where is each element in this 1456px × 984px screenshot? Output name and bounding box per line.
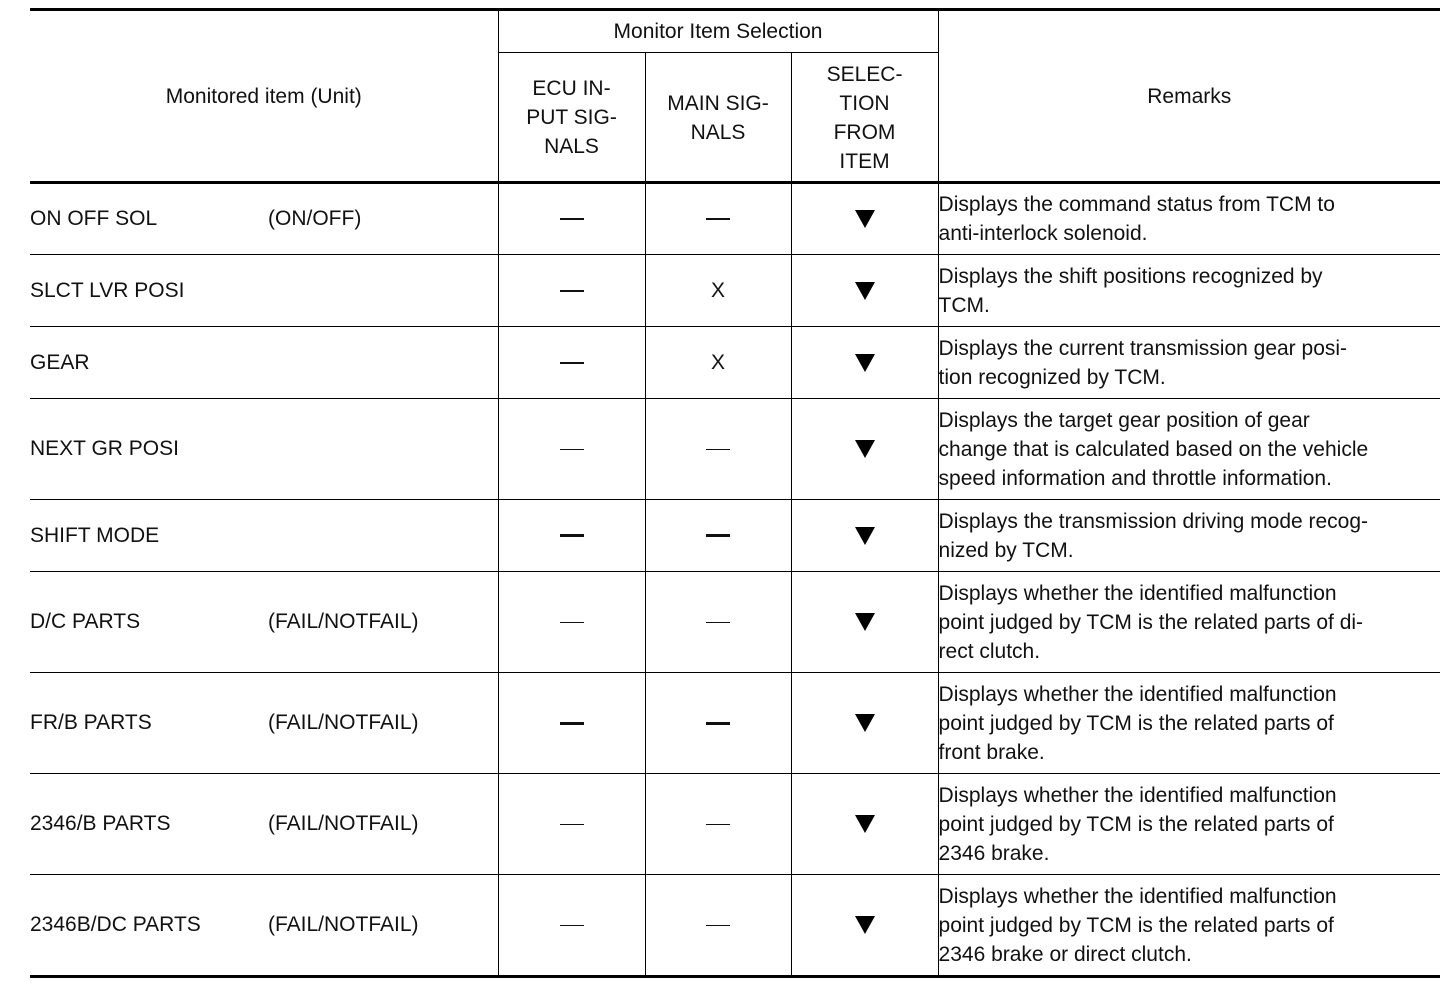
header-line: ITEM <box>839 149 890 173</box>
table-row <box>30 327 1440 399</box>
selection-cell <box>791 327 938 399</box>
dash-mark <box>706 925 730 927</box>
x-mark: X <box>710 350 725 374</box>
remark-line: Displays whether the identified malfunction <box>938 884 1337 908</box>
item-name: SHIFT MODE <box>30 523 160 547</box>
monitored-item-cell <box>30 875 498 976</box>
header-main-signals <box>645 53 791 183</box>
remarks-cell <box>938 255 1440 327</box>
item-name: ON OFF SOL <box>30 206 158 230</box>
triangle-down-icon <box>855 916 875 934</box>
selection-cell <box>791 183 938 255</box>
remark-line: Displays the current transmission gear posi- <box>938 336 1348 360</box>
remark-line: rect clutch. <box>938 639 1041 663</box>
selection-cell <box>791 572 938 673</box>
remark-line: point judged by TCM is the related parts of <box>938 913 1334 937</box>
remark-line: tion recognized by TCM. <box>938 365 1166 389</box>
remarks-cell <box>938 399 1440 500</box>
table-row <box>30 183 1440 255</box>
monitored-item-cell <box>30 673 498 774</box>
header-ecu-input-signals <box>498 53 645 183</box>
dash-mark <box>560 722 584 725</box>
ecu-input-cell <box>498 572 645 673</box>
monitored-item-cell <box>30 500 498 572</box>
dash-mark <box>706 722 730 725</box>
header-line: NALS <box>544 135 599 158</box>
ecu-input-cell <box>498 183 645 255</box>
table-row <box>30 500 1440 572</box>
dash-mark <box>706 622 730 624</box>
remark-line: front brake. <box>938 740 1045 764</box>
header-selection-from-item <box>791 53 938 183</box>
monitored-item-cell <box>30 183 498 255</box>
header-line: MAIN SIG- <box>667 91 769 115</box>
remarks-cell <box>938 327 1440 399</box>
header-line: ECU IN- <box>532 77 611 100</box>
header-line: SELEC- <box>826 62 903 86</box>
remark-line: point judged by TCM is the related parts of <box>938 711 1334 735</box>
remark-line: point judged by TCM is the related parts of di- <box>938 610 1364 634</box>
header-line: NALS <box>690 120 746 144</box>
table-row <box>30 875 1440 976</box>
table-row <box>30 673 1440 774</box>
remark-line: point judged by TCM is the related parts of <box>938 812 1334 836</box>
triangle-down-icon <box>855 354 875 372</box>
remarks-cell <box>938 774 1440 875</box>
remark-line: Displays whether the identified malfunction <box>938 783 1337 807</box>
main-signal-cell <box>645 673 791 774</box>
ecu-input-cell <box>498 399 645 500</box>
remark-line: nized by TCM. <box>938 538 1074 562</box>
dash-mark <box>560 290 584 292</box>
bottom-rule <box>30 975 1440 978</box>
remark-line: speed information and throttle information. <box>938 466 1332 490</box>
main-signal-cell <box>645 327 791 399</box>
ecu-input-cell <box>498 500 645 572</box>
remarks-cell <box>938 875 1440 976</box>
item-name: 2346/B PARTS <box>30 812 171 835</box>
remarks-cell <box>938 572 1440 673</box>
ecu-input-cell <box>498 875 645 976</box>
dash-mark <box>560 362 584 364</box>
monitor-item-table <box>30 9 1440 976</box>
item-unit: (FAIL/NOTFAIL) <box>268 812 419 835</box>
item-name: D/C PARTS <box>30 610 141 633</box>
triangle-down-icon <box>855 714 875 732</box>
header-monitor-item-selection: Monitor Item Selection <box>498 10 938 53</box>
monitored-item-cell <box>30 327 498 399</box>
item-unit: (FAIL/NOTFAIL) <box>268 711 419 734</box>
item-name: 2346B/DC PARTS <box>30 913 201 936</box>
item-name: SLCT LVR POSI <box>30 278 185 302</box>
dash-mark <box>706 824 730 826</box>
dash-mark <box>560 449 584 451</box>
monitored-item-cell <box>30 399 498 500</box>
triangle-down-icon <box>855 210 875 228</box>
triangle-down-icon <box>855 440 875 458</box>
dash-mark <box>560 824 584 826</box>
remark-line: Displays the transmission driving mode recog- <box>938 509 1369 533</box>
remark-line: change that is calculated based on the vehicle <box>938 437 1369 461</box>
dash-mark <box>706 449 730 451</box>
remarks-cell <box>938 500 1440 572</box>
dash-mark <box>560 925 584 927</box>
item-unit: (FAIL/NOTFAIL) <box>268 610 419 633</box>
remark-line: 2346 brake or direct clutch. <box>938 942 1192 966</box>
main-signal-cell <box>645 399 791 500</box>
ecu-input-cell <box>498 255 645 327</box>
monitored-item-cell <box>30 572 498 673</box>
triangle-down-icon <box>855 527 875 545</box>
item-name: GEAR <box>30 350 90 374</box>
remark-line: anti-interlock solenoid. <box>938 221 1148 245</box>
triangle-down-icon <box>855 815 875 833</box>
table-row <box>30 255 1440 327</box>
item-unit: (ON/OFF) <box>268 206 362 230</box>
main-signal-cell <box>645 572 791 673</box>
dash-mark <box>560 218 584 220</box>
header-line: TION <box>839 91 890 115</box>
selection-cell <box>791 500 938 572</box>
triangle-down-icon <box>855 282 875 300</box>
table-row <box>30 399 1440 500</box>
remark-line: Displays whether the identified malfunction <box>938 682 1337 706</box>
item-name: NEXT GR POSI <box>30 437 179 460</box>
monitored-item-cell <box>30 255 498 327</box>
dash-mark <box>560 622 584 624</box>
remarks-cell <box>938 183 1440 255</box>
selection-cell <box>791 673 938 774</box>
main-signal-cell <box>645 500 791 572</box>
remark-line: Displays the shift positions recognized by <box>938 264 1323 288</box>
selection-cell <box>791 875 938 976</box>
ecu-input-cell <box>498 673 645 774</box>
selection-cell <box>791 774 938 875</box>
dash-mark <box>560 534 584 537</box>
header-monitored-item: Monitored item (Unit) <box>30 10 498 183</box>
triangle-down-icon <box>855 613 875 631</box>
ecu-input-cell <box>498 327 645 399</box>
main-signal-cell <box>645 774 791 875</box>
main-signal-cell <box>645 255 791 327</box>
main-signal-cell <box>645 183 791 255</box>
table-row <box>30 572 1440 673</box>
selection-cell <box>791 255 938 327</box>
remark-line: Displays the command status from TCM to <box>938 192 1335 216</box>
selection-cell <box>791 399 938 500</box>
dash-mark <box>706 534 730 537</box>
ecu-input-cell <box>498 774 645 875</box>
item-name: FR/B PARTS <box>30 711 152 734</box>
monitored-item-cell <box>30 774 498 875</box>
header-rule <box>30 181 1440 184</box>
remark-line: 2346 brake. <box>938 841 1050 865</box>
remarks-cell <box>938 673 1440 774</box>
table-row <box>30 774 1440 875</box>
x-mark: X <box>710 278 725 302</box>
header-line: FROM <box>833 120 896 144</box>
main-signal-cell <box>645 875 791 976</box>
dash-mark <box>706 218 730 220</box>
remark-line: Displays the target gear position of gear <box>938 408 1310 432</box>
header-remarks: Remarks <box>938 10 1440 183</box>
remark-line: Displays whether the identified malfunction <box>938 581 1337 605</box>
item-unit: (FAIL/NOTFAIL) <box>268 913 419 936</box>
remark-line: TCM. <box>938 293 990 317</box>
header-line: PUT SIG- <box>526 106 617 129</box>
